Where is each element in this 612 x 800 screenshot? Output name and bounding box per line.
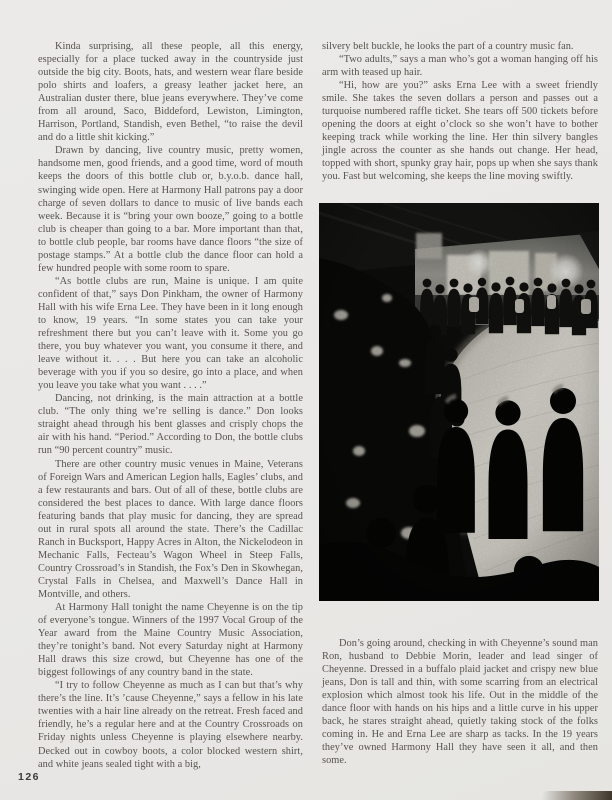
- paragraph: Dancing, not drinking, is the main attraction at a bottle club. “The only thing we’re selling is dance.” Don looks straight ahead through his bent glasses and crisply chops the air with his hand. “Period.” According to Don, the bottle clubs run “90 percent country” music.: [38, 393, 303, 457]
- scan-edge-shadow: [542, 791, 612, 800]
- paragraph: silvery belt buckle, he looks the part of a country music fan.: [322, 41, 574, 52]
- paragraph: “As bottle clubs are run, Maine is unique. I am quite confident of that,” says Don Pinkham, the owner of Harmony Hall with his wife Erna Lee. They have been in it long enough to know, 19 years. “In some states you can take your refreshment there but you can’t leave with it. Some you go there, you buy whatever you want, you consume it there, and leave without it. . . . But here you can take an alcoholic beverage with you if you so desire, go into a place, and when you leave you take what you want . . . .”: [38, 275, 303, 392]
- dance-hall-photo-art: [319, 203, 599, 601]
- paragraph: Drawn by dancing, live country music, pretty women, handsome men, good friends, and a good time, word of mouth keeps the doors of this bottle club or, b.y.o.b. dance hall, swinging wide open. Here at Harmony Hall patrons pay a door charge of seven dollars to dance to music of live bands each week. Because it is “bring your own booze,” going to a bottle club is cheaper than going to a bar. More important than that, to bottle club people, bar rooms have dance floors “the size of postage stamps.” At a bottle club the dance floor can hold a few hundred people with some room to spare.: [38, 145, 303, 274]
- paragraph: Don’s going around, checking in with Cheyenne’s sound man Ron, husband to Debbie Morin, leader and lead singer of Cheyenne. Dressed in a buffalo plaid jacket and crispy new blue jeans, Don is tall and thin, with some scarring from an electrical explosion which almost took his life. Out in the middle of the dance floor with hands on his hips and a little curve in his upper back, he stares straight ahead, quietly taking stock of the folks coming in. He and Erna Lee are sharp as tacks. In the 19 years they’ve owned Harmony Hall they have seen it all, and then some.: [322, 638, 598, 767]
- paragraph: At Harmony Hall tonight the name Cheyenne is on the tip of everyone’s tongue. Winners of the 1997 Vocal Group of the Year award from the Maine Country Music Association, they’re tonight’s band. Not every Saturday night at Harmony Hall draws this size crowd, but Cheyenne has one of the biggest followings of any country band in the state.: [38, 602, 303, 679]
- page-number: 126: [18, 771, 41, 783]
- right-column-bottom: [322, 637, 598, 767]
- left-column: [38, 40, 303, 771]
- paragraph: “Hi, how are you?” asks Erna Lee with a sweet friendly smile. She takes the seven dollars a person and passes out a turquoise numbered raffle ticket. She tears off 500 tickets before opening the doors at eight o’clock so she won’t have to bother keeping track while working the line. Her thin silvery bangles jingle across the counter as she hands out change. Her head, topped with short, spunky gray hair, pops up when she says thank you. Fast but welcoming, she keeps the line moving swiftly.: [322, 80, 598, 183]
- paragraph: “Two adults,” says a man who’s got a woman hanging off his arm with teased up hair.: [322, 54, 598, 79]
- paragraph: There are other country music venues in Maine, Veterans of Foreign Wars and American Legion halls, Eagles’ clubs, and a few restaurants and bars. Out of all of these, bottle clubs are considered the best places to dance. With large dance floors featuring bands that play music for dancing, they are spread out in rural spots all around the state. There’s the Cadillac Ranch in Bucksport, Happy Acres in Alton, the Nickelodeon in Mechanic Falls, Fecteau’s Wagon Wheel in Steep Falls, Country Crossroad’s in Standish, the Fox’s Den in Skowhegan, Crystal Falls in Chelsea, and Maxwell’s Dance Hall in Montville, and others.: [38, 458, 303, 600]
- dance-hall-photo: [319, 203, 599, 601]
- right-column-top: [322, 40, 598, 184]
- paragraph: “I try to follow Cheyenne as much as I can but that’s why there’s the line. It’s ’cause Cheyenne,” says a fellow in his late twenties with a hair line already on the retreat. Fresh faced and friendly, he’s a regular here and at the Country Crossroads on Friday nights unless Cheyenne is playing elsewhere nearby. Decked out in cowboy boots, a color blocked western shirt, and white jeans sealed tight with a big,: [38, 680, 303, 770]
- paragraph: Kinda surprising, all these people, all this energy, especially for a place tucked away in the countryside just outside the big city. Boots, hats, and western wear flare beside polo shirts and loafers, a greasy leather jacket here, an Australian duster there, blue jeans everywhere. They’ve come from all around, Saco, Biddeford, Lewiston, Limington, Harrison, Portland, Standish, even Bethel, “to raise the devil and do a little shit kicking.”: [38, 41, 303, 144]
